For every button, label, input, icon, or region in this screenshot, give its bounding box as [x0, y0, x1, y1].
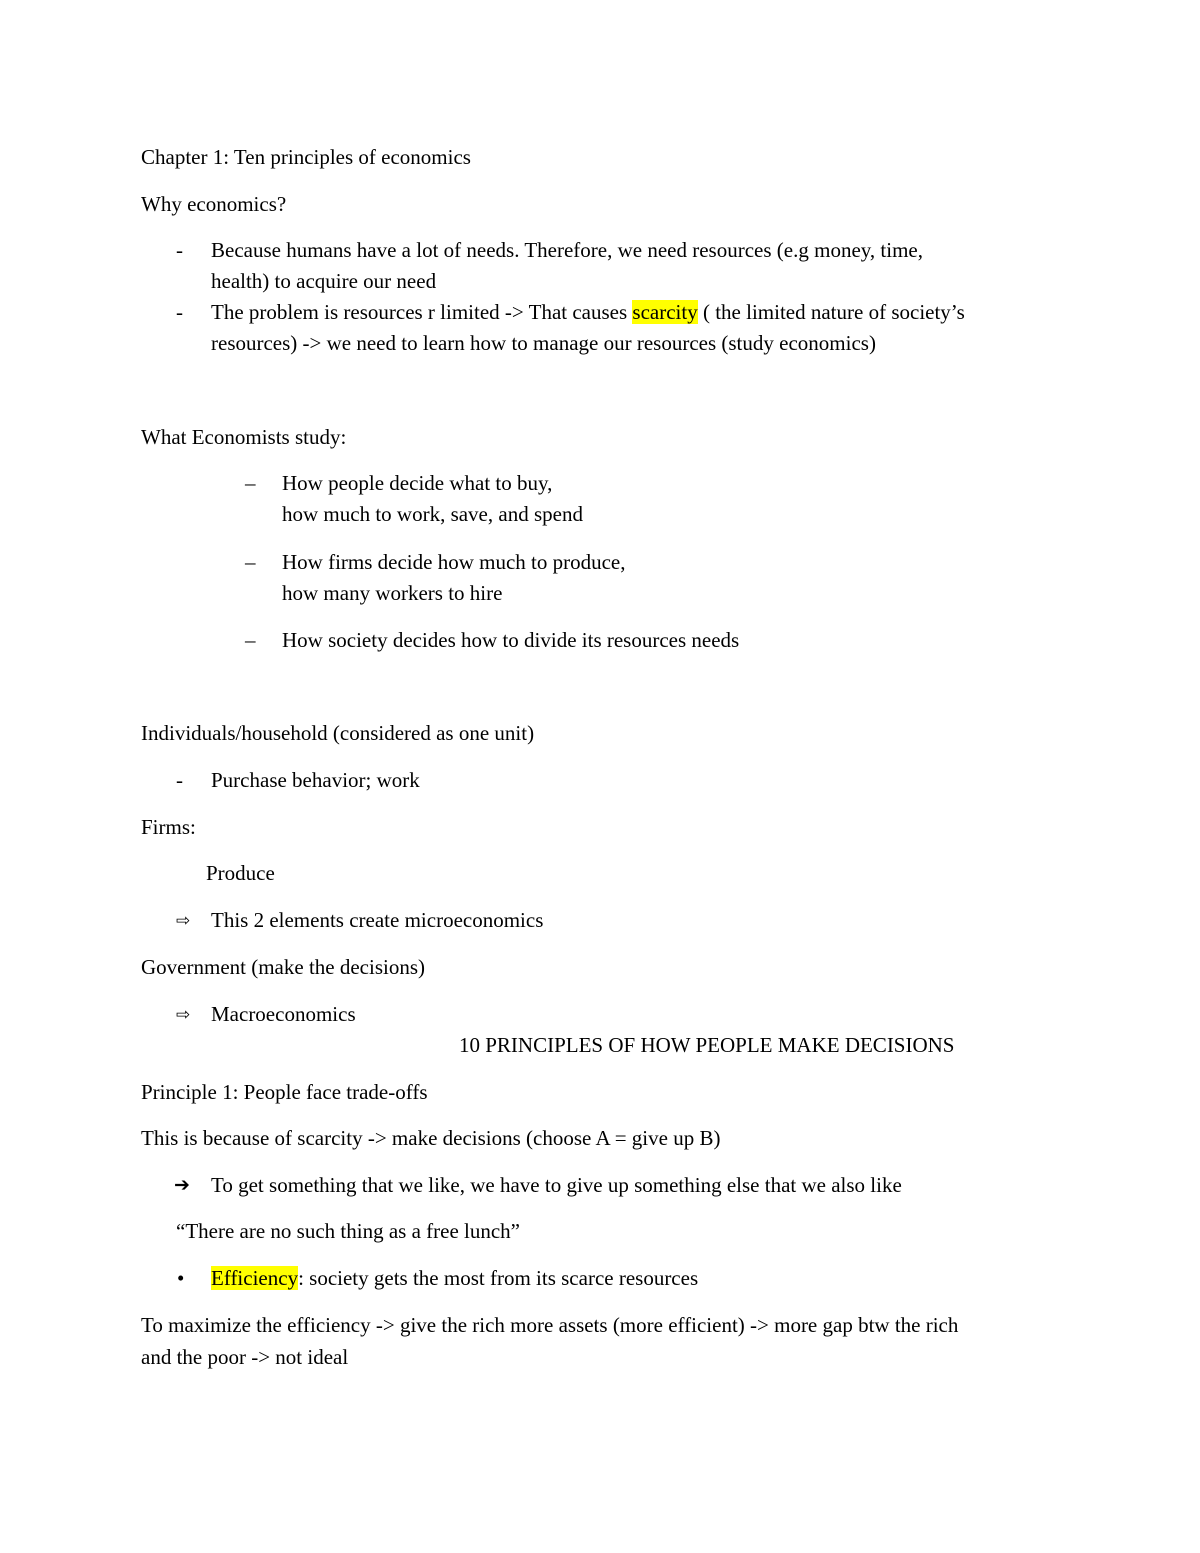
individuals-heading: Individuals/household (considered as one unit) — [141, 721, 535, 745]
round-bullet: • — [177, 1266, 185, 1290]
study-item-2-line-2: how many workers to hire — [282, 581, 503, 605]
tradeoff-line: To get something that we like, we have to give up something else that we also like — [211, 1173, 902, 1197]
firms-item: Produce — [206, 861, 275, 885]
micro-line: This 2 elements create microeconomics — [211, 908, 544, 932]
principle-1-heading: Principle 1: People face trade-offs — [141, 1080, 428, 1104]
highlight-scarcity: scarcity — [632, 300, 698, 324]
principles-heading: 10 PRINCIPLES OF HOW PEOPLE MAKE DECISIONS — [459, 1033, 955, 1057]
en-dash-bullet: – — [245, 550, 256, 574]
why-item-2-line-2: resources) -> we need to learn how to manage our resources (study economics) — [211, 331, 876, 355]
study-item-1-line-1: How people decide what to buy, — [282, 471, 553, 495]
macro-line: Macroeconomics — [211, 1002, 356, 1026]
outline-arrow-icon: ⇨ — [176, 911, 191, 931]
text-segment: The problem is resources r limited -> That causes — [211, 300, 633, 324]
maximize-line-1: To maximize the efficiency -> give the rich more assets (more efficient) -> more gap btw the rich — [141, 1313, 959, 1337]
maximize-line-2: and the poor -> not ideal — [141, 1345, 349, 1369]
study-item-3-line-1: How society decides how to divide its resources needs — [282, 628, 740, 652]
dash-bullet: - — [176, 300, 183, 324]
firms-heading: Firms: — [141, 815, 196, 839]
text-segment: ( the limited nature of society’s — [697, 300, 965, 324]
dash-bullet: - — [176, 238, 183, 262]
individuals-item: Purchase behavior; work — [211, 768, 420, 792]
en-dash-bullet: – — [245, 471, 256, 495]
why-item-1-line-2: health) to acquire our need — [211, 269, 437, 293]
why-item-2-line-1 — [211, 300, 965, 324]
scarcity-line: This is because of scarcity -> make decisions (choose A = give up B) — [141, 1126, 721, 1150]
bold-arrow-icon: ➔ — [174, 1174, 190, 1196]
study-item-1-line-2: how much to work, save, and spend — [282, 502, 583, 526]
dash-bullet: - — [176, 768, 183, 792]
en-dash-bullet: – — [245, 628, 256, 652]
government-heading: Government (make the decisions) — [141, 955, 425, 979]
why-heading: Why economics? — [141, 192, 287, 216]
study-heading: What Economists study: — [141, 425, 347, 449]
why-item-1-line-1: Because humans have a lot of needs. Therefore, we need resources (e.g money, time, — [211, 238, 923, 262]
highlight-efficiency: Efficiency — [211, 1266, 299, 1290]
efficiency-line — [211, 1266, 698, 1290]
document-title: Chapter 1: Ten principles of economics — [141, 145, 471, 169]
free-lunch-quote: “There are no such thing as a free lunch” — [176, 1219, 520, 1243]
study-item-2-line-1: How firms decide how much to produce, — [282, 550, 626, 574]
text-segment: : society gets the most from its scarce resources — [298, 1266, 699, 1290]
outline-arrow-icon: ⇨ — [176, 1005, 191, 1025]
